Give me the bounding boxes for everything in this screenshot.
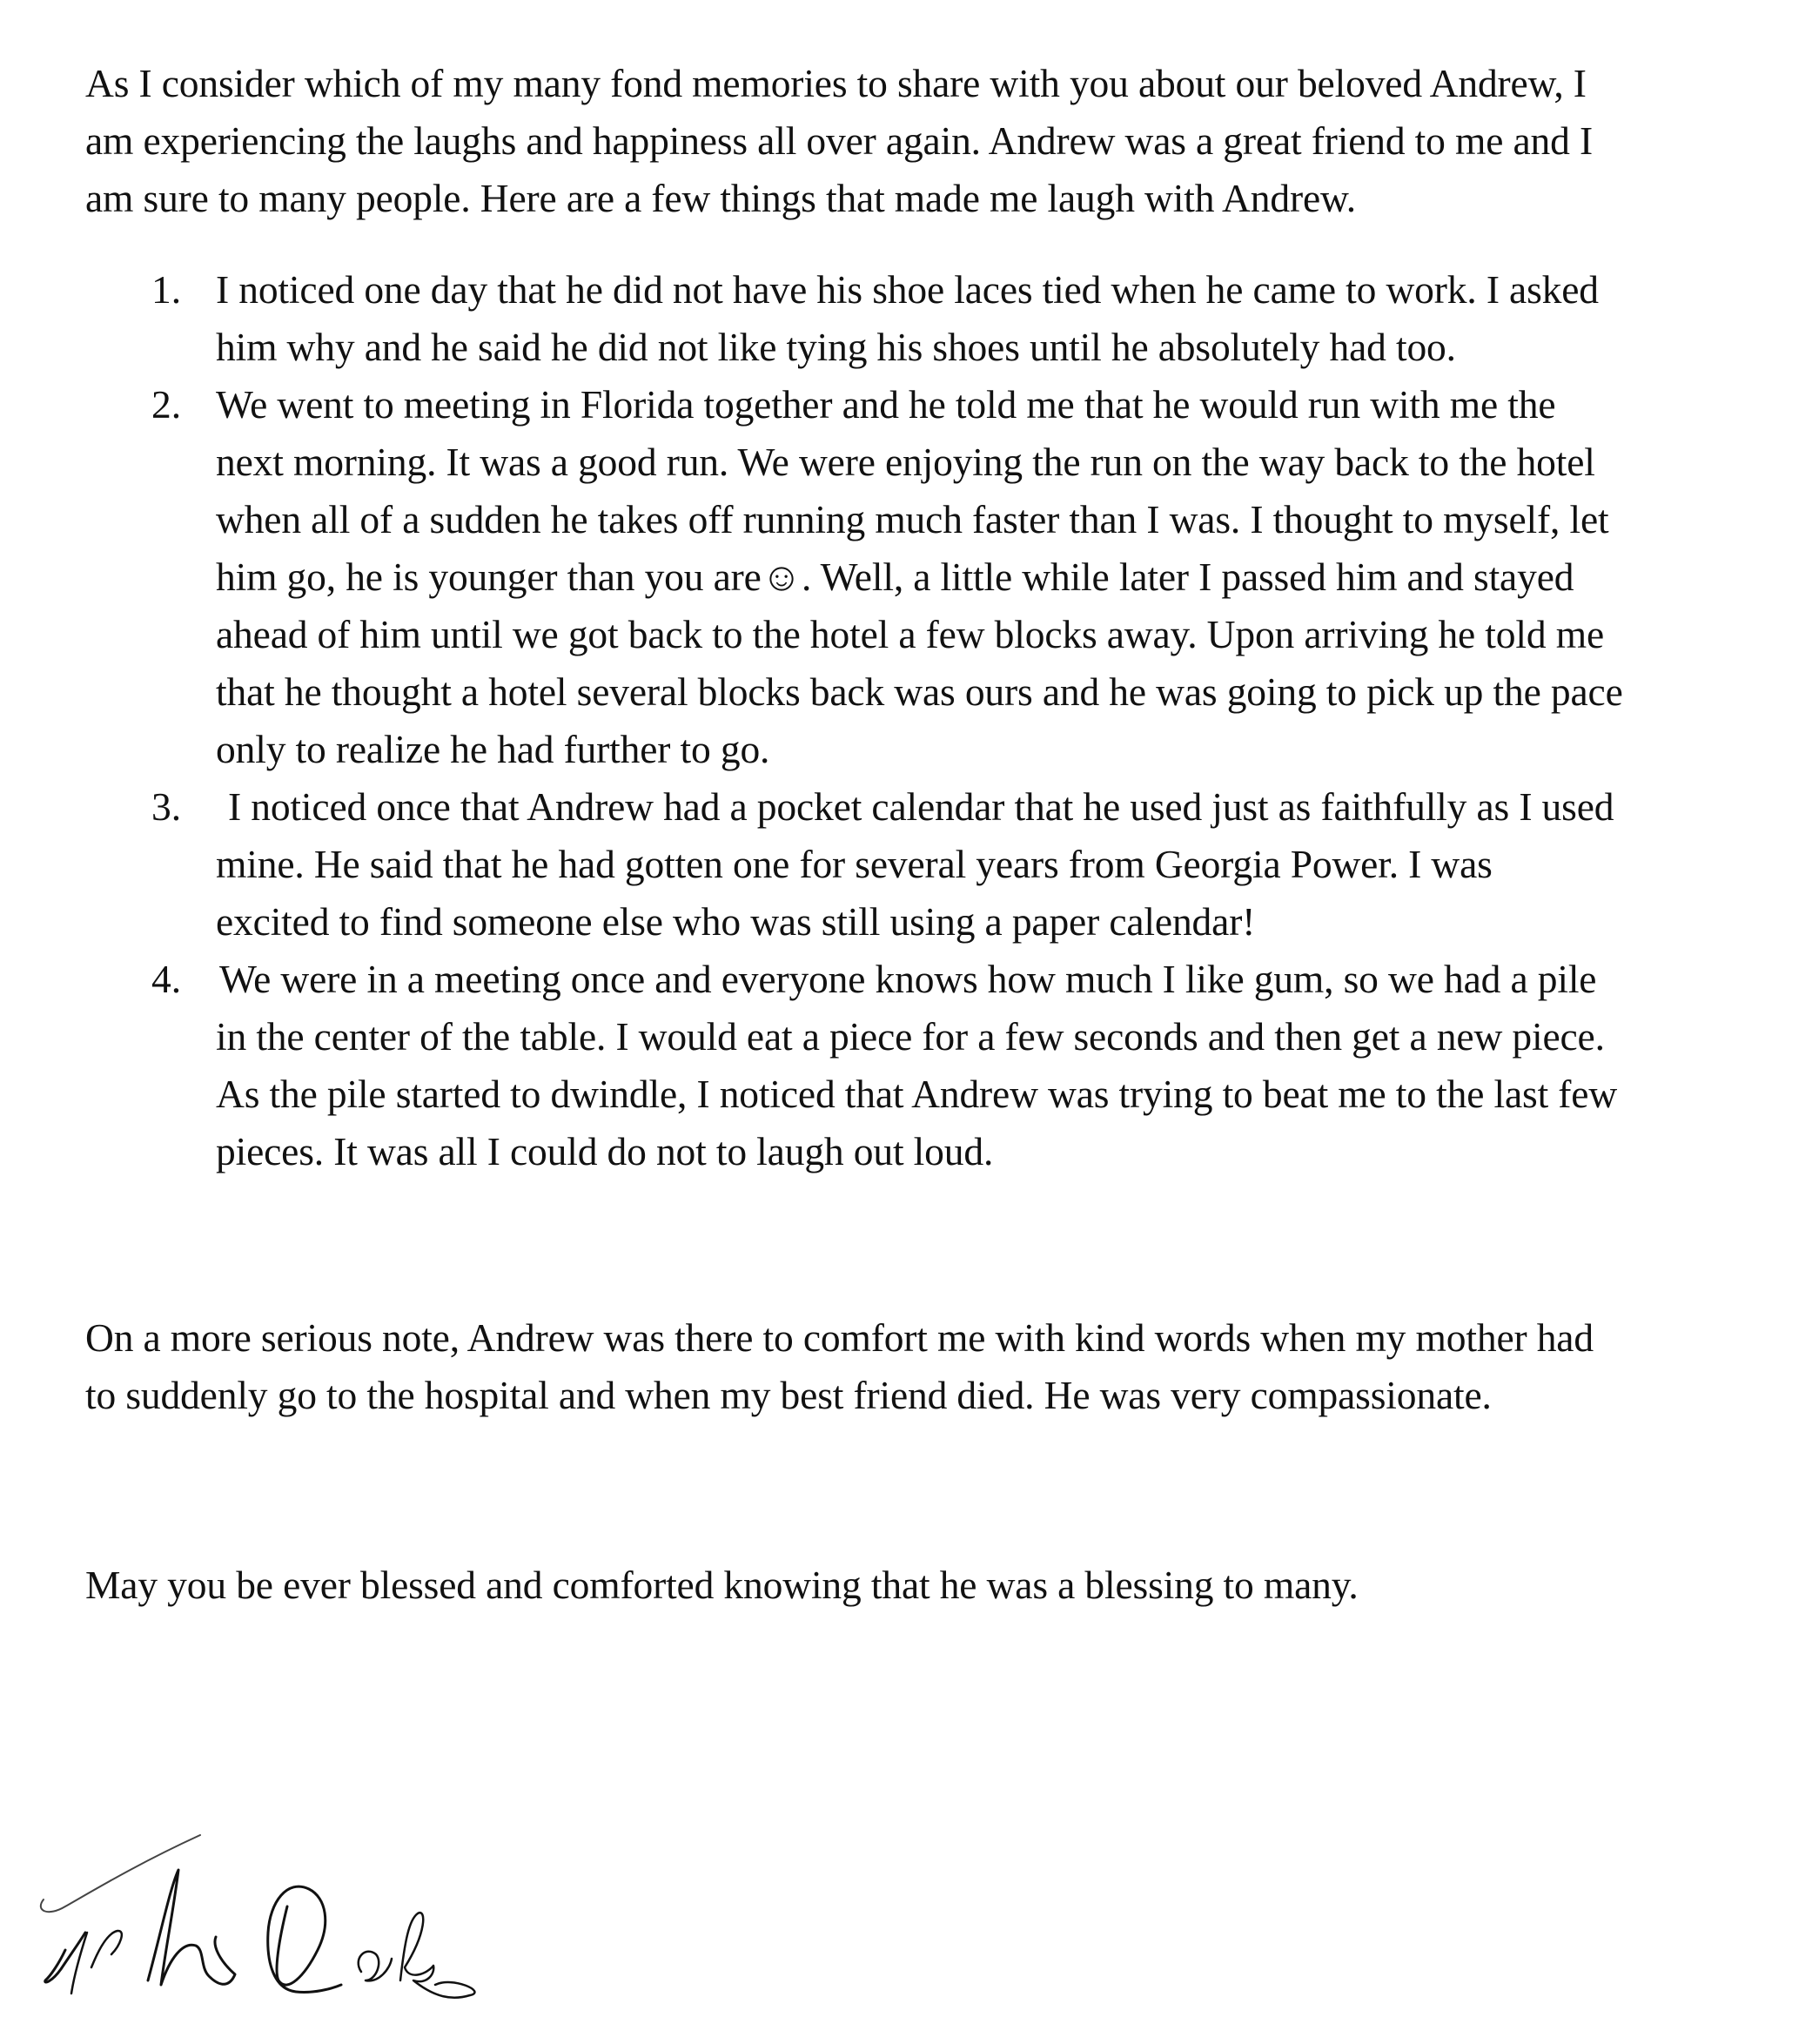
list-item-line: We went to meeting in Florida together and he told me that he would run with me the xyxy=(216,382,1556,427)
list-number: 3. xyxy=(151,784,182,829)
list-item-line: only to realize he had further to go. xyxy=(216,727,770,771)
list-item-line: I noticed once that Andrew had a pocket calendar that he used just as faithfully as I used xyxy=(228,784,1614,829)
list-item-line: next morning. It was a good run. We were enjoying the run on the way back to the hotel xyxy=(216,440,1595,484)
intro-line: As I consider which of my many fond memories to share with you about our beloved Andrew, I xyxy=(85,61,1587,105)
serious-note-line: On a more serious note, Andrew was there to comfort me with kind words when my mother had xyxy=(85,1315,1594,1360)
list-item-line: when all of a sudden he takes off running much faster than I was. I thought to myself, let xyxy=(216,497,1609,541)
list-number: 1. xyxy=(151,267,182,312)
list-item-line: that he thought a hotel several blocks back was ours and he was going to pick up the pace xyxy=(216,669,1623,714)
list-number: 4. xyxy=(151,957,182,1001)
list-number: 2. xyxy=(151,382,182,427)
list-item-line: him go, he is younger than you are☺. Well, a little while later I passed him and stayed xyxy=(216,555,1574,599)
signature xyxy=(17,1767,696,2011)
serious-note-line: to suddenly go to the hospital and when my best friend died. He was very compassionate. xyxy=(85,1373,1492,1417)
list-item-line: mine. He said that he had gotten one for several years from Georgia Power. I was xyxy=(216,842,1493,886)
list-item-line: in the center of the table. I would eat a piece for a few seconds and then get a new piece. xyxy=(216,1014,1605,1059)
list-item-line: We were in a meeting once and everyone knows how much I like gum, so we had a pile xyxy=(219,957,1597,1001)
closing-line: May you be ever blessed and comforted knowing that he was a blessing to many. xyxy=(85,1563,1359,1607)
list-item-line: I noticed one day that he did not have his shoe laces tied when he came to work. I asked xyxy=(216,267,1599,312)
list-item-line: him why and he said he did not like tying his shoes until he absolutely had too. xyxy=(216,325,1456,369)
list-item-line: excited to find someone else who was still using a paper calendar! xyxy=(216,899,1256,944)
list-item-line: ahead of him until we got back to the hotel a few blocks away. Upon arriving he told me xyxy=(216,612,1605,656)
intro-line: am experiencing the laughs and happiness all over again. Andrew was a great friend to me and I xyxy=(85,118,1593,163)
list-item-line: pieces. It was all I could do not to laugh out loud. xyxy=(216,1129,994,1173)
list-item-line: As the pile started to dwindle, I noticed that Andrew was trying to beat me to the last few xyxy=(216,1072,1618,1116)
intro-line: am sure to many people. Here are a few things that made me laugh with Andrew. xyxy=(85,176,1356,220)
